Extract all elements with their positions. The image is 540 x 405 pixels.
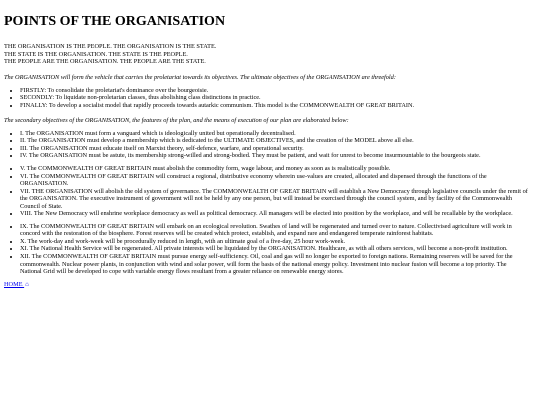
objectives-intro: The ORGANISATION will form the vehicle that carries the proletariat towards its objectives. The ultimate objectives of the ORGANISATION are threefold:: [4, 74, 396, 82]
home-icon: ⌂: [25, 280, 29, 288]
list-item: • III. The ORGANISATION must educate itself on Marxist theory, self-defence, warfare, and operational security.: [20, 145, 528, 153]
list-item: • V. The COMMONWEALTH OF GREAT BRITAIN must abolish the commodity form, wage labour, and money as soon as is realistically possible.: [20, 165, 528, 173]
list-item: • II. The ORGANISATION must develop a membership which is dedicated to the ULTIMATE OBJECTIVES, and the creation of the MODEL above all else.: [20, 137, 528, 145]
objectives-list: [4, 87, 528, 110]
list-item: • XII. The COMMONWEALTH OF GREAT BRITAIN must pursue energy self-sufficiency. Oil, coal and gas will no longer be exported to foreign nations. Remaining reserves will be saved for the commonwealth. Nuclear power plants, in conjunction with wind and solar power, will form the basis of the national energy policy. Investment into nuclear fusion will become a top priority. The National Grid will be developed to cope with variable energy flows resultant from a greater reliance on renewable energy stores.: [20, 253, 528, 276]
points-list-1: [4, 130, 528, 160]
list-item: • FINALLY: To develop a socialist model that rapidly proceeds towards autarkic communism. This model is the COMMONWEALTH OF GREAT BRITAIN.: [20, 102, 528, 110]
list-item: • X. The work-day and work-week will be procedurally reduced in length, with an ultimate goal of a five-day, 25 hour work-week.: [20, 238, 528, 246]
page-title: POINTS OF THE ORGANISATION: [4, 14, 226, 29]
list-item: • I. The ORGANISATION must form a vanguard which is ideologically united but operationally decentralised.: [20, 130, 528, 138]
statement-line: THE STATE IS THE ORGANISATION. THE STATE IS THE PEOPLE.: [4, 50, 188, 58]
statement-line: THE PEOPLE ARE THE ORGANISATION. THE PEOPLE ARE THE STATE.: [4, 58, 206, 66]
list-item: • FIRSTLY: To consolidate the proletariat's dominance over the bourgeoisie.: [20, 87, 528, 95]
plan-intro: The secondary objectives of the ORGANISATION, the features of the plan, and the means of execution of our plan are elaborated below:: [4, 117, 349, 125]
list-item: • VIII. The New Democracy will enshrine workplace democracy as well as political democracy. All managers will be elected into position by the workplace, and will be recallable by the workplace.: [20, 210, 528, 218]
home-link-label: HOME: [4, 280, 23, 288]
list-item: • VII. THE ORGANISATION will abolish the old system of governance. The COMMONWEALTH OF GREAT BRITAIN will establish a New Democracy through legislative councils under the remit of the ORGANISATION. The executive instrument of government will not be held by any one person, but will instead be exercised through the council system, and by facility of the Commonwealth Council of State.: [20, 188, 528, 211]
organisation-statement: [4, 43, 528, 66]
list-item: • IV. The ORGANISATION must be astute, its membership strong-willed and strong-bodied. They must be patient, and wait for unrest to become insurmountable to the bourgeois state.: [20, 152, 528, 160]
list-item: • VI. The COMMONWEALTH OF GREAT BRITAIN will construct a regional, distributive economy wherein use-values are created, allocated and dispensed through the functions of the ORGANISATION.: [20, 173, 528, 188]
list-item: • XI. The National Health Service will be regenerated. All private interests will be liquidated by the ORGANISATION. Healthcare, as with all others services, will become a non-profit institution.: [20, 245, 528, 253]
home-link[interactable]: [4, 281, 29, 289]
statement-line: THE ORGANISATION IS THE PEOPLE. THE ORGANISATION IS THE STATE.: [4, 43, 217, 51]
list-item: • SECONDLY: To liquidate non-proletarian classes, thus abolishing class distinctions in practice.: [20, 94, 528, 102]
points-list-3: [4, 223, 528, 276]
list-item: • IX. The COMMONWEALTH OF GREAT BRITAIN will embark on an ecological revolution. Swathes of land will be regenerated and turned over to nature. Collectivised agriculture will work in concord with the restoration of the biosphere. Forest reserves will be created which protect, establish, and expand rare and endangered temperate rainforest habitats.: [20, 223, 528, 238]
points-list-2: [4, 165, 528, 218]
